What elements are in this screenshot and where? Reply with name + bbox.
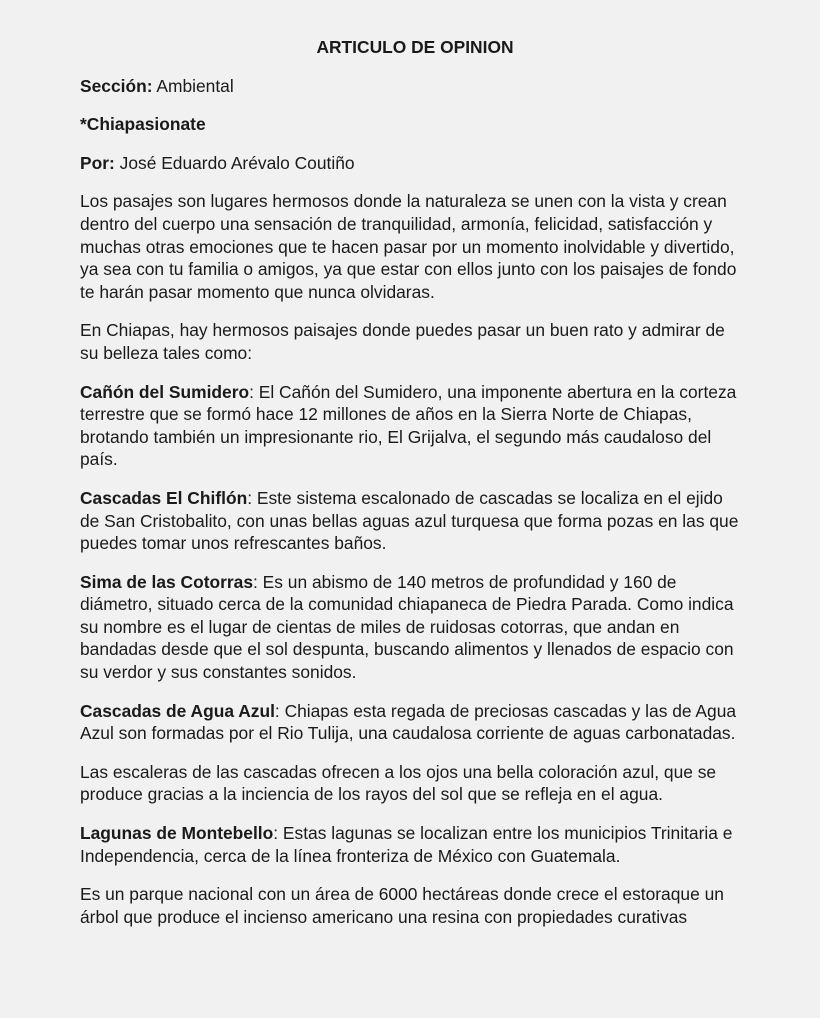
place-description: : Chiapas esta regada de preciosas cascadas y las de Agua Azul son formadas por el Rio Tulija, una caudalosa corriente de aguas carbonatadas. (80, 700, 737, 744)
section-label: Sección: (80, 75, 153, 96)
place-paragraph-chiflon (80, 487, 744, 555)
place-description: : Estas lagunas se localizan entre los municipios Trinitaria e Independencia, cerca de la línea fronteriza de México con Guatemala. (80, 823, 733, 866)
place-description: : El Cañón del Sumidero, una imponente abertura en la corteza terrestre que se formó hace 12 millones de años en la Sierra Norte de Chiapas, brotando también un impresionante rio, El Grijalva, el segundo más caudaloso del país. (80, 381, 737, 470)
place-description: : Este sistema escalonado de cascadas se localiza en el ejido de San Cristobalito, con unas bellas aguas azul turquesa que forma pozas en las que puedes tomar unos refrescantes baños. (80, 487, 739, 554)
place-paragraph-sumidero (80, 381, 744, 471)
place-name: Cascadas El Chiflón (80, 487, 248, 508)
intro-paragraph-2: En Chiapas, hay hermosos paisajes donde puedes pasar un buen rato y admirar de su belleza tales como: (80, 320, 725, 363)
article-subtitle (80, 113, 744, 136)
place-name: Lagunas de Montebello (80, 823, 274, 844)
subtitle-text: *Chiapasionate (80, 114, 206, 135)
place-description: : Es un abismo de 140 metros de profundidad y 160 de diámetro, situado cerca de la comunidad chiapaneca de Piedra Parada. Como indica su nombre es el lugar de cientas de miles de ruidosas cotorras, que andan en bandadas desde que el sol despunta, buscando alimentos y llenados de espacio con su verdor y sus constantes sonidos. (80, 571, 734, 683)
agua-azul-extra-paragraph: Las escaleras de las cascadas ofrecen a los ojos una bella coloración azul, que se produce gracias a la inciencia de los rayos del sol que se refleja en el agua. (80, 761, 717, 805)
section-value: Ambiental (152, 75, 234, 96)
place-name: Cascadas de Agua Azul (80, 700, 275, 721)
place-paragraph-agua-azul (80, 700, 744, 745)
article-title: ARTICULO DE OPINION (316, 37, 514, 57)
place-paragraph-cotorras (80, 571, 744, 684)
place-name: Cañón del Sumidero (80, 381, 250, 402)
place-name: Sima de las Cotorras (80, 571, 254, 592)
author-label: Por: (80, 152, 115, 173)
author-value: José Eduardo Arévalo Coutiño (114, 152, 355, 173)
place-paragraph-montebello (80, 822, 744, 867)
closing-paragraph: Es un parque nacional con un área de 6000 hectáreas donde crece el estoraque un árbol que produce el incienso americano una resina con propiedades curativas (80, 884, 724, 927)
intro-paragraph-1: Los pasajes son lugares hermosos donde la naturaleza se unen con la vista y crean dentro del cuerpo una sensación de tranquilidad, armonía, felicidad, satisfacción y muchas otras emociones que te hacen pasar por un momento inolvidable y divertido, ya sea con tu familia o amigos, ya que estar con ellos junto con los paisajes de fondo te harán pasar momento que nunca olvidaras. (80, 191, 737, 302)
author-line (80, 152, 744, 175)
section-line (80, 75, 744, 98)
